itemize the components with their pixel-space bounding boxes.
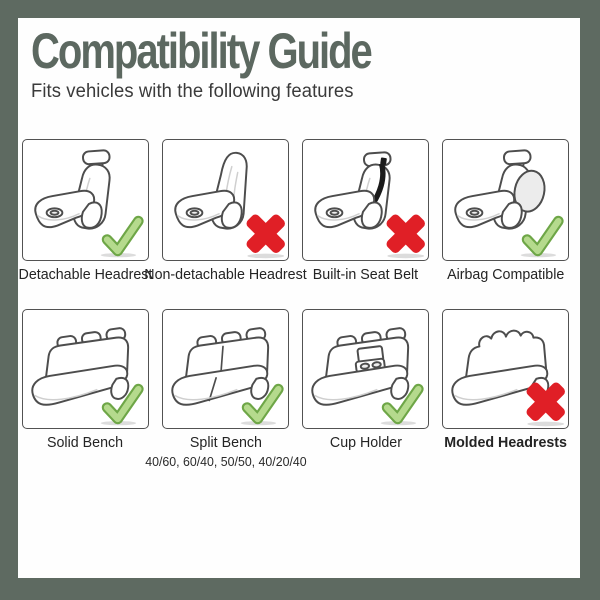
panel-box [22,139,149,261]
panel-label: Cup Holder [329,434,402,452]
panel-solid-bench [22,309,149,468]
panel-label: Airbag Compatible [446,266,565,283]
panel-box [302,139,429,261]
panel-label: Detachable Headrest [18,266,153,283]
panel-box [162,139,289,261]
panel-label: Built-in Seat Belt [312,266,419,283]
card-content [18,18,580,578]
panel-box [442,309,569,429]
panel-molded-headrests [442,309,569,468]
check-icon [100,382,144,426]
panel-built-in-seat-belt [302,139,429,283]
check-icon [100,214,144,258]
panel-label: Solid Bench [47,434,124,452]
panel-box [22,309,149,429]
page-title: Compatibility Guide [31,23,371,79]
panel-box [162,309,289,429]
header [18,18,580,103]
panel-airbag-compatible [442,139,569,283]
panel-box [302,309,429,429]
panel-non-detachable-headrest [144,139,307,283]
panel-split-bench [144,309,307,469]
panel-label: Split Bench [189,434,262,452]
panel-sublabel: 40/60, 60/40, 50/50, 40/20/40 [144,453,307,469]
cross-icon [242,210,291,259]
check-icon [520,214,564,258]
panel-label: Non-detachable Headrest [144,266,307,283]
cross-icon [522,378,571,427]
feature-grid [18,139,580,469]
cross-icon [382,210,431,259]
panel-label: Molded Headrests [444,434,567,452]
check-icon [240,382,284,426]
panel-detachable-headrest [18,139,153,283]
check-icon [380,382,424,426]
page-subtitle: Fits vehicles with the following features [31,81,354,102]
panel-box [442,139,569,261]
panel-cup-holder [302,309,429,468]
